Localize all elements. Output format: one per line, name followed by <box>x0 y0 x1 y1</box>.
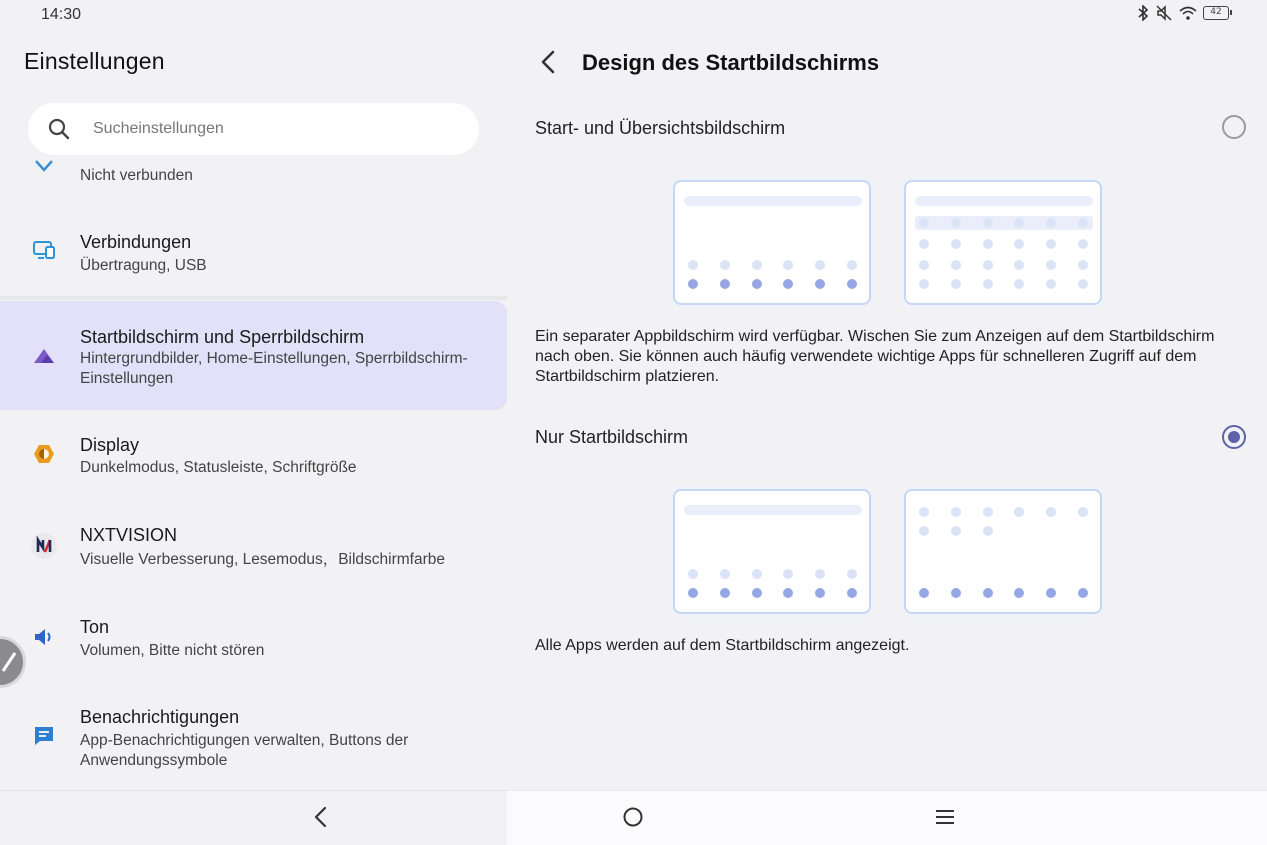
mute-icon <box>1155 5 1173 21</box>
sidebar-item-subtitle: Dunkelmodus, Statusleiste, Schriftgröße <box>80 459 357 476</box>
option-description: Alle Apps werden auf dem Startbildschirm angezeigt. <box>535 637 910 654</box>
preview-dot <box>1078 260 1088 270</box>
preview-dot <box>1014 507 1024 517</box>
preview-dot <box>919 260 929 270</box>
preview-dock-dot <box>1014 588 1024 598</box>
menu-icon[interactable] <box>932 804 958 830</box>
preview-home-all-apps <box>904 489 1102 614</box>
page-title: Einstellungen <box>24 48 165 74</box>
battery-icon: 42 <box>1203 6 1229 20</box>
bluetooth-icon <box>1137 5 1149 21</box>
radio-home-only[interactable] <box>1222 425 1246 449</box>
status-bar <box>0 0 1267 30</box>
preview-dot <box>1078 239 1088 249</box>
settings-sidebar <box>0 30 507 790</box>
back-button[interactable] <box>537 48 561 76</box>
preview-dot <box>720 260 730 270</box>
preview-dock-dot <box>847 588 857 598</box>
preview-dot <box>1046 279 1056 289</box>
search-input[interactable] <box>93 103 463 155</box>
sidebar-item-subtitle: Hintergrundbilder, Home-Einstellungen, Sperrbildschirm-Einstellungen <box>80 350 468 387</box>
sidebar-header <box>0 30 507 100</box>
preview-dot <box>919 507 929 517</box>
preview-dot <box>1078 507 1088 517</box>
preview-dot <box>983 218 993 228</box>
preview-dot <box>1078 279 1088 289</box>
navigation-bar <box>0 790 1267 845</box>
preview-dot <box>1014 260 1024 270</box>
detail-pane <box>507 30 1267 790</box>
preview-dock-dot <box>720 279 730 289</box>
edit-icon <box>0 649 21 675</box>
preview-dot <box>951 239 961 249</box>
nxtvision-icon <box>30 532 58 560</box>
sidebar-item-subtitle: Volumen, Bitte nicht stören <box>80 642 265 659</box>
detail-title: Design des Startbildschirms <box>582 50 880 75</box>
notifications-icon <box>32 724 56 748</box>
sidebar-item-notifications[interactable] <box>0 697 507 777</box>
preview-dot <box>847 260 857 270</box>
sidebar-item-subtitle: Übertragung, USB <box>80 257 207 274</box>
preview-dot <box>983 507 993 517</box>
sidebar-item-nxtvision[interactable] <box>0 515 507 581</box>
preview-dot <box>720 569 730 579</box>
sidebar-item-connections[interactable] <box>0 216 507 282</box>
preview-dot <box>1078 218 1088 228</box>
option-label[interactable]: Start- und Übersichtsbildschirm <box>535 118 786 138</box>
preview-dock-dot <box>1046 588 1056 598</box>
preview-dock-dot <box>752 279 762 289</box>
wifi-icon <box>1179 5 1197 21</box>
status-icons <box>1137 5 1229 21</box>
preview-dot <box>815 260 825 270</box>
preview-dock-dot <box>752 588 762 598</box>
preview-search-bar <box>915 196 1093 206</box>
preview-dot <box>1046 218 1056 228</box>
sidebar-item-title: Display <box>80 435 140 455</box>
preview-dot <box>783 260 793 270</box>
preview-dock-dot <box>815 279 825 289</box>
sidebar-item-home-lockscreen[interactable] <box>0 301 507 410</box>
section-divider <box>0 296 507 300</box>
sound-icon <box>32 625 56 649</box>
sidebar-item-title: Benachrichtigungen <box>80 707 240 727</box>
home-icon[interactable] <box>620 804 646 830</box>
sidebar-item-sound[interactable] <box>0 607 507 673</box>
preview-dot <box>951 507 961 517</box>
preview-search-bar <box>684 505 862 515</box>
preview-dot <box>951 279 961 289</box>
sidebar-item-title: NXTVISION <box>80 525 178 545</box>
preview-dot <box>1014 279 1024 289</box>
preview-dock-dot <box>1078 588 1088 598</box>
preview-dot <box>815 569 825 579</box>
preview-dot <box>983 279 993 289</box>
search-icon <box>48 118 70 140</box>
preview-dot <box>919 526 929 536</box>
preview-dot <box>919 218 929 228</box>
sidebar-item-subtitle: Nicht verbunden <box>80 167 193 184</box>
preview-dot <box>919 239 929 249</box>
preview-dot <box>783 569 793 579</box>
preview-dot <box>951 218 961 228</box>
display-icon <box>32 442 56 466</box>
preview-dot <box>983 260 993 270</box>
option-label[interactable]: Nur Startbildschirm <box>535 427 689 447</box>
preview-dot <box>847 569 857 579</box>
preview-dot <box>1014 218 1024 228</box>
preview-dock-dot <box>720 588 730 598</box>
preview-dot <box>951 526 961 536</box>
preview-dot <box>983 526 993 536</box>
preview-search-bar <box>684 196 862 206</box>
sidebar-item-display[interactable] <box>0 425 507 491</box>
preview-dot <box>919 279 929 289</box>
radio-start-overview[interactable] <box>1222 115 1246 139</box>
preview-dock-dot <box>688 279 698 289</box>
sidebar-item-title: Startbildschirm und Sperrbildschirm <box>80 327 365 347</box>
connections-icon <box>32 238 56 262</box>
preview-home-screen <box>673 489 871 614</box>
preview-dot <box>1046 260 1056 270</box>
preview-dot <box>752 569 762 579</box>
home-lockscreen-icon <box>32 344 56 368</box>
back-icon[interactable] <box>308 804 334 830</box>
preview-dock-dot <box>783 588 793 598</box>
preview-dock-dot <box>983 588 993 598</box>
preview-dot <box>1046 507 1056 517</box>
preview-row-band <box>915 216 1093 230</box>
preview-dot <box>1014 239 1024 249</box>
preview-dock-dot <box>847 279 857 289</box>
sidebar-item-subtitle: App-Benachrichtigungen verwalten, Buttons der Anwendungssymbole <box>80 732 409 769</box>
preview-dock-dot <box>815 588 825 598</box>
preview-home-screen <box>673 180 871 305</box>
sidebar-item-title: Ton <box>80 617 110 637</box>
preview-dot <box>752 260 762 270</box>
preview-dot <box>951 260 961 270</box>
nav-left-section <box>0 790 507 845</box>
preview-dot <box>688 569 698 579</box>
preview-app-drawer <box>904 180 1102 305</box>
preview-dot <box>983 239 993 249</box>
preview-dock-dot <box>688 588 698 598</box>
status-time: 14:30 <box>41 6 82 23</box>
preview-dot <box>688 260 698 270</box>
preview-dock-dot <box>783 279 793 289</box>
preview-dock-dot <box>919 588 929 598</box>
preview-dot <box>1046 239 1056 249</box>
option-description: Ein separater Appbildschirm wird verfügbar. Wischen Sie zum Anzeigen auf dem Startbildschirm nach oben. Sie können auch häufig verwendete wichtige Apps für schnelleren Zugriff auf dem Startbildschirm platzieren. <box>535 328 1215 385</box>
preview-dock-dot <box>951 588 961 598</box>
search-bar[interactable] <box>28 103 479 155</box>
sidebar-item-subtitle: Visuelle Verbesserung, Lesemodus，Bildschirmfarbe <box>80 551 446 568</box>
sidebar-item-title: Verbindungen <box>80 232 192 252</box>
